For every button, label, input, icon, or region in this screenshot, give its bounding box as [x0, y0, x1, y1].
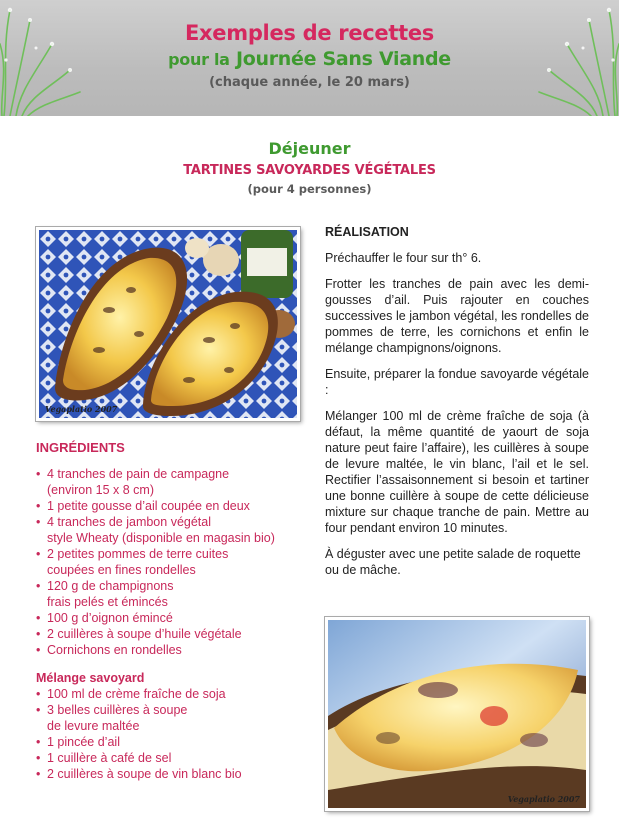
ingredient-item-continued: (environ 15 x 8 cm)	[47, 483, 154, 497]
ingredient-item: • 3 belles cuillères à soupe	[36, 702, 306, 718]
header-title: Exemples de recettes	[185, 21, 434, 45]
ingredients-heading: INGRÉDIENTS	[36, 440, 125, 455]
ingredient-item: • 4 tranches de jambon végétal	[36, 514, 306, 530]
header-subtitle-prefix: pour la	[168, 50, 230, 69]
ingredient-item-continued: frais pelés et émincés	[47, 595, 168, 609]
recipe-photo-bottom	[325, 617, 589, 811]
recipe-photo-top	[36, 227, 300, 421]
ingredient-item-continued: style Wheaty (disponible en magasin bio)	[47, 531, 275, 545]
step-paragraph: Préchauffer le four sur th° 6.	[325, 251, 482, 265]
ingredient-item: • 2 cuillères à soupe d’huile végétale	[36, 626, 306, 642]
realisation-heading: RÉALISATION	[325, 225, 409, 239]
ingredients-section	[36, 440, 306, 782]
ingredient-item: • 100 ml de crème fraîche de soja	[36, 686, 306, 702]
ingredient-item-continued: coupées en fines rondelles	[47, 563, 196, 577]
tartine-closeup-illustration	[328, 620, 586, 808]
ingredient-item: • 1 pincée d’ail	[36, 734, 306, 750]
header-date: (chaque année, le 20 mars)	[209, 75, 410, 90]
savoyard-mix-list	[36, 686, 306, 782]
ingredient-item-continued: de levure maltée	[47, 719, 140, 733]
recipe-servings: (pour 4 personnes)	[247, 182, 372, 196]
header-subtitle-main: Journée Sans Viande	[235, 48, 451, 70]
header-subtitle	[0, 48, 619, 70]
step-paragraph: Frotter les tranches de pain avec les demi-gousses d’ail. Puis rajouter en couches successives le jambon végétal, les rondelles de pommes de terre, les cornichons et enfin le mélange champignons/oignons.	[325, 277, 589, 355]
ingredients-list	[36, 466, 306, 658]
course-title: Déjeuner	[268, 139, 351, 158]
savoyard-mix-heading: Mélange savoyard	[36, 671, 145, 685]
tartines-illustration	[39, 230, 297, 418]
step-paragraph: Ensuite, préparer la fondue savoyarde végétale :	[325, 367, 589, 397]
step-paragraph: Mélanger 100 ml de crème fraîche de soja (à défaut, la même quantité de yaourt de soja nature peut faire l’affaire), les cuillères à soupe de levure maltée, le vin blanc, l’ail et le sel. Rectifier l’assaisonnement si besoin et tartiner une bonne cuillère à soupe de cette délicieuse mixture sur chaque tranche de pain. Mettre au four pendant environ 10 minutes.	[325, 409, 589, 535]
realisation-section	[325, 225, 589, 588]
ingredient-item: • 1 cuillère à café de sel	[36, 750, 306, 766]
ingredient-item: • 1 petite gousse d’ail coupée en deux	[36, 498, 306, 514]
ingredient-item: • Cornichons en rondelles	[36, 642, 306, 658]
photo-watermark: Vegaplatio 2007	[507, 794, 580, 804]
serving-suggestion: À déguster avec une petite salade de roquette ou de mâche.	[325, 547, 581, 577]
ingredient-item: • 120 g de champignons	[36, 578, 306, 594]
header-banner	[0, 0, 619, 116]
ingredient-item: • 2 petites pommes de terre cuites	[36, 546, 306, 562]
recipe-title: TARTINES SAVOYARDES VÉGÉTALES	[183, 163, 436, 178]
ingredient-item: • 2 cuillères à soupe de vin blanc bio	[36, 766, 306, 782]
ingredient-item: • 4 tranches de pain de campagne	[36, 466, 306, 482]
photo-watermark: Vegaplatio 2007	[45, 404, 118, 414]
ingredient-item: • 100 g d’oignon émincé	[36, 610, 306, 626]
